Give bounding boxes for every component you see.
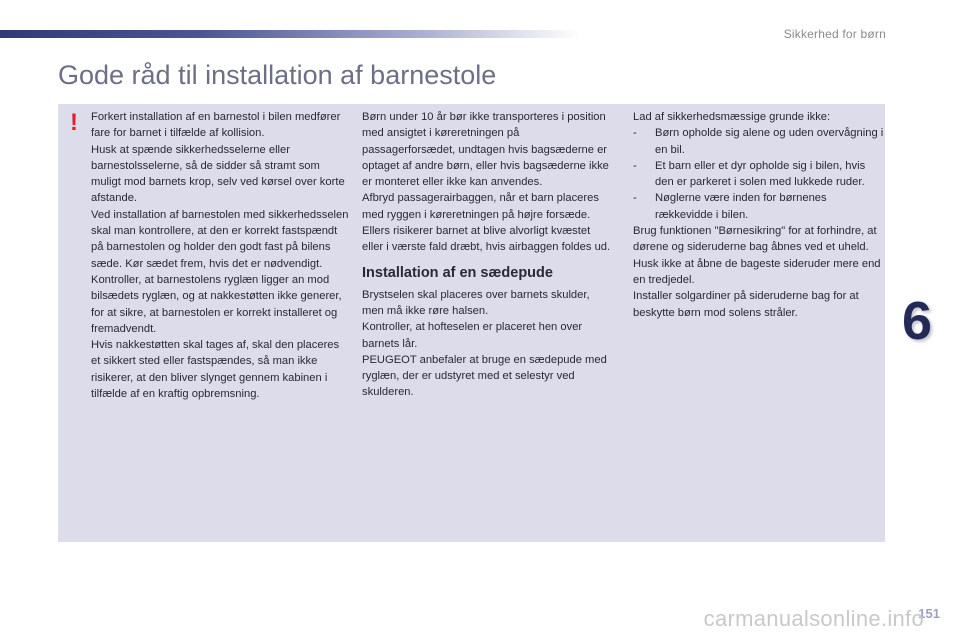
watermark-text: carmanualsonline.info [703,606,924,631]
paragraph: Brug funktionen "Børnesikring" for at forhindre, at dørene og sideruderne bag åbnes ved et uheld. [633,225,877,254]
list-item: - Et barn eller et dyr opholde sig i bilen, hvis den er parkeret i solen med lukkede ruder. [633,158,885,191]
paragraph: Hvis nakkestøtten skal tages af, skal den placeres et sikkert sted eller fastspændes, så man ikke risikerer, at den bliver slynget gennem kabinen i tilfælde af en kraftig opbremsning. [91,339,340,401]
page-number: 151 [918,606,940,621]
paragraph: Børn under 10 år bør ikke transporteres i position med ansigtet i køreretningen på passagerforsædet, undtagen hvis bagsæderne er optaget af andre børn, eller hvis bagsæderne ikke er monteret eller ikke kan anvendes. [362,111,609,189]
paragraph: Brystselen skal placeres over barnets skulder, men må ikke røre halsen. [362,288,590,317]
section-title: Sikkerhed for børn [783,27,886,41]
paragraph: Forkert installation af en barnestol i bilen medfører fare for barnet i tilfælde af kollision. [91,111,341,140]
paragraph: Kontroller, at barnestolens ryglæn ligger an mod bilsædets ryglæn, og at nakkestøtten ikke generer, for at sikre, at barnestolen er korrekt installeret og fremadvendt. [91,273,342,335]
list-item: - Børn opholde sig alene og uden overvågning i en bil. [633,125,885,158]
list-item: - Nøglerne være inden for børnenes rækkevidde i bilen. [633,190,885,223]
paragraph: Kontroller, at hofteselen er placeret hen over barnets lår. [362,321,583,350]
chapter-number: 6 [902,291,933,351]
column-warnings [91,109,349,402]
paragraph: Installer solgardiner på sideruderne bag for at beskytte børn mod solens stråler. [633,290,859,319]
list-intro: Lad af sikkerhedsmæssige grunde ikke: [633,111,831,123]
paragraph: Ellers risikerer barnet at blive alvorligt kvæstet eller i værste fald dræbt, hvis airbaggen foldes ud. [362,225,611,254]
header-accent-bar [0,30,580,38]
dash-list [633,125,885,223]
paragraph: Afbryd passagerairbaggen, når et barn placeres med ryggen i køreretningen på højre forsæde. [362,192,599,221]
subheading-booster-cushion: Installation af en sædepude [362,264,553,281]
paragraph: Husk at spænde sikkerhedsselerne eller barnestolsselerne, så de sidder så stramt som muligt mod barnets krop, selv ved kørsel over korte afstande. [91,143,345,205]
exclamation-icon: ! [70,109,78,136]
paragraph: Ved installation af barnestolen med sikkerhedsselen skal man kontrollere, at den er korrekt fastspændt på barnestolen og holder den godt fast på bilens sæde. Kør sædet frem, hvis det er nødvendigt. [91,208,349,270]
paragraph: Husk ikke at åbne de bageste sideruder mere end en tredjedel. [633,257,881,286]
column-safety-tips [633,109,885,321]
paragraph: PEUGEOT anbefaler at bruge en sædepude med ryglæn, der er udstyret med et selestyr ved skulderen. [362,353,607,399]
column-airbag [362,109,614,401]
page-title: Gode råd til installation af barnestole [58,60,497,90]
